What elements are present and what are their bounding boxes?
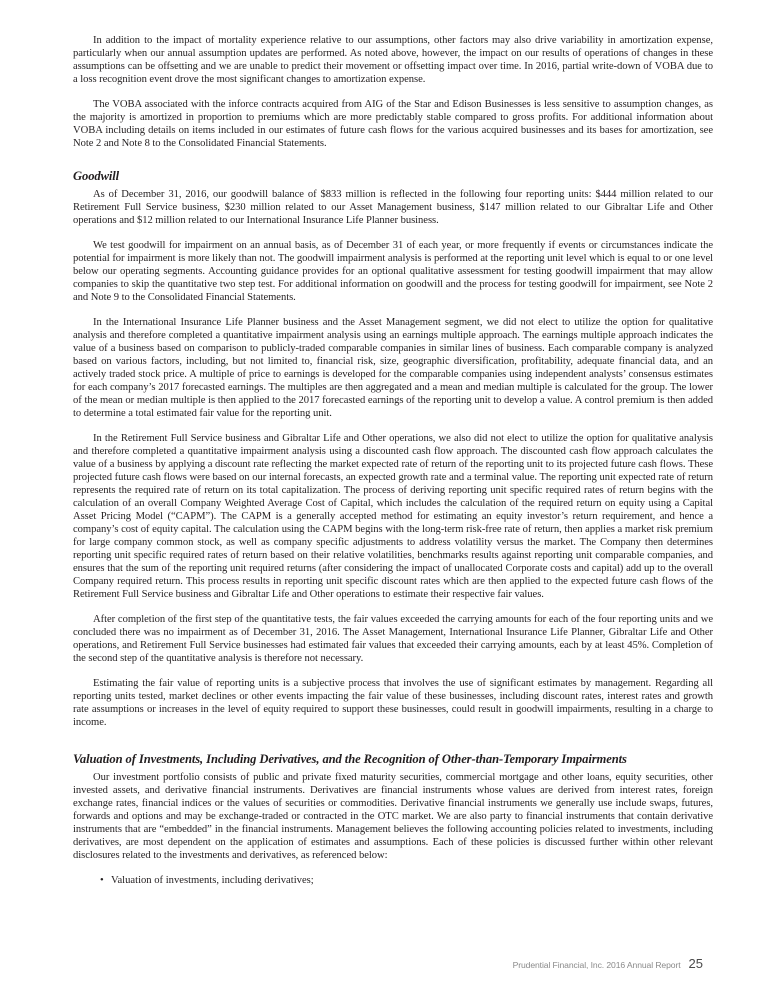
valuation-section <box>73 752 713 887</box>
paragraph-first-step-results: After completion of the first step of the quantitative tests, the fair values exceeded the carrying amounts for each of the four reporting units and we concluded there was no impairment as of December 31, 2016. The Asset Management, International Insurance Life Planner, Gibraltar Life and Other operations, and Retirement Full Service businesses had estimated fair values that exceeded their carrying amounts, each by at least 45%. Completion of the second step of the quantitative analysis is therefore not necessary. <box>73 614 713 664</box>
valuation-heading: Valuation of Investments, Including Derivatives, and the Recognition of Other-than-Temporary Impairments <box>73 752 627 766</box>
bullet-icon: • <box>100 875 104 886</box>
paragraph-discounted-cash-flow: In the Retirement Full Service business and Gibraltar Life and Other operations, we also did not elect to utilize the option for qualitative analysis and therefore completed a quantitative impairment analysis using a discounted cash flow approach. The discounted cash flow approach calculates the value of a business by applying a discount rate reflecting the market expected rate of return of the reporting unit to its projected future cash flows. These projected future cash flows were based on our internal forecasts, an expected growth rate and a terminal value. The reporting unit expected rate of return represents the required rate of return on its total capitalization. The process of deriving reporting unit specific required rates of return begins with the calculation of an overall Company Weighted Average Cost of Capital, which includes the calculation of the required return on equity using a Capital Asset Pricing Model (“CAPM”). The CAPM is a generally accepted method for estimating an equity investor’s return requirement, and hence a company’s cost of equity capital. The calculation using the CAPM begins with the long-term risk-free rate of return, then applies a market risk premium for large company common stock, as well as company specific adjustments to address volatility versus the market. The Company then determines reporting unit specific required rates of return based on their relative volatilities, benchmarks results against reporting unit comparable companies, and ensures that the sum of the reporting unit required returns (after considering the impact of unallocated Corporate costs and capital) add up to the overall Company required return. This process results in reporting unit specific discount rates which are then applied to the expected future cash flows of the Retirement Full Service business and Gibraltar Life and Other operations to estimate their respective fair values. <box>73 433 713 600</box>
goodwill-section <box>73 169 713 729</box>
bullet-item <box>73 874 713 887</box>
page-footer <box>0 955 703 973</box>
paragraph-investment-portfolio: Our investment portfolio consists of public and private fixed maturity securities, commercial mortgage and other loans, equity securities, other invested assets, and derivative financial instruments. Derivatives are financial instruments whose values are derived from interest rates, foreign exchange rates, financial indices or the values of securities or commodities. Derivative financial instruments we generally use include swaps, futures, forwards and options and may be exchange-traded or contracted in the OTC market. We are also party to financial instruments that contain derivative instruments that are “embedded” in the financial instruments. Management believes the following accounting policies related to investments, including derivatives, are most dependent on the application of estimates and assumptions. Each of these policies is discussed further within other relevant disclosures related to the investments and derivatives, as referenced below: <box>73 772 713 861</box>
paragraph-goodwill-balance: As of December 31, 2016, our goodwill balance of $833 million is reflected in the following four reporting units: $444 million related to our Retirement Full Service business, $230 million related to our Asset Management business, $147 million related to our Gibraltar Life and Other operations and $12 million related to our International Insurance Life Planner business. <box>73 189 713 226</box>
footer-report-title: Prudential Financial, Inc. 2016 Annual Report <box>512 960 681 970</box>
bullet-text: Valuation of investments, including derivatives; <box>111 875 314 886</box>
paragraph-amortization-variability: In addition to the impact of mortality experience relative to our assumptions, other factors may also drive variability in amortization expense, particularly when our annual assumption updates are performed. As noted above, however, the impact on our results of operations of changes in these assumptions can be offsetting and we are unable to predict their movement or offsetting impact over time. In 2016, partial write-down of VOBA due to a loss recognition event drove the most significant changes to amortization expense. <box>73 35 713 85</box>
paragraph-earnings-multiple: In the International Insurance Life Planner business and the Asset Management segment, we did not elect to utilize the option for qualitative analysis and therefore completed a quantitative impairment analysis using an earnings multiple approach. The earnings multiple approach indicates the value of a business based on comparison to publicly-traded comparable companies in similar lines of business. Each comparable company is analyzed based on various factors, including, but not limited to, financial risk, size, geographic diversification, profitability, adequate financial data, and an actively traded stock price. A multiple of price to earnings is developed for the comparable companies using independent analysts’ consensus estimates for each company’s 2017 forecasted earnings. The multiples are then aggregated and a mean and median multiple is calculated for the group. The lower of the mean or median multiple is then applied to the 2017 forecasted earnings of the reporting unit to develop a value. A control premium is then added to determine a total estimated fair value for the reporting unit. <box>73 317 713 419</box>
policy-bullet-list <box>73 874 713 887</box>
paragraph-estimating-fair-value: Estimating the fair value of reporting units is a subjective process that involves the use of significant estimates by management. Regarding all reporting units tested, market declines or other events impacting the fair value of these businesses, including discount rates, interest rates and growth rate assumptions or increases in the level of equity required to support these businesses, could result in goodwill impairments, resulting in a charge to income. <box>73 678 713 728</box>
page-number: 25 <box>688 956 703 971</box>
paragraph-voba-aig: The VOBA associated with the inforce contracts acquired from AIG of the Star and Edison Businesses is less sensitive to assumption changes, as the majority is amortized in proportion to premiums which are more predictably stable compared to gross profits. For additional information about VOBA including details on items included in our estimates of future cash flows for the various acquired businesses and its bases for amortization, see Note 2 and Note 8 to the Consolidated Financial Statements. <box>73 99 713 149</box>
paragraph-goodwill-testing: We test goodwill for impairment on an annual basis, as of December 31 of each year, or more frequently if events or circumstances indicate the potential for impairment is more likely than not. The goodwill impairment analysis is performed at the reporting unit level which is equal to or one level below our operating segments. Accounting guidance provides for an optional qualitative assessment for testing goodwill impairment that may allow companies to skip the quantitative two step test. For additional information on goodwill and the process for testing goodwill for impairment, see Note 2 and Note 9 to the Consolidated Financial Statements. <box>73 240 713 303</box>
intro-section <box>73 34 713 150</box>
goodwill-heading: Goodwill <box>73 169 120 183</box>
document-page <box>73 34 713 887</box>
